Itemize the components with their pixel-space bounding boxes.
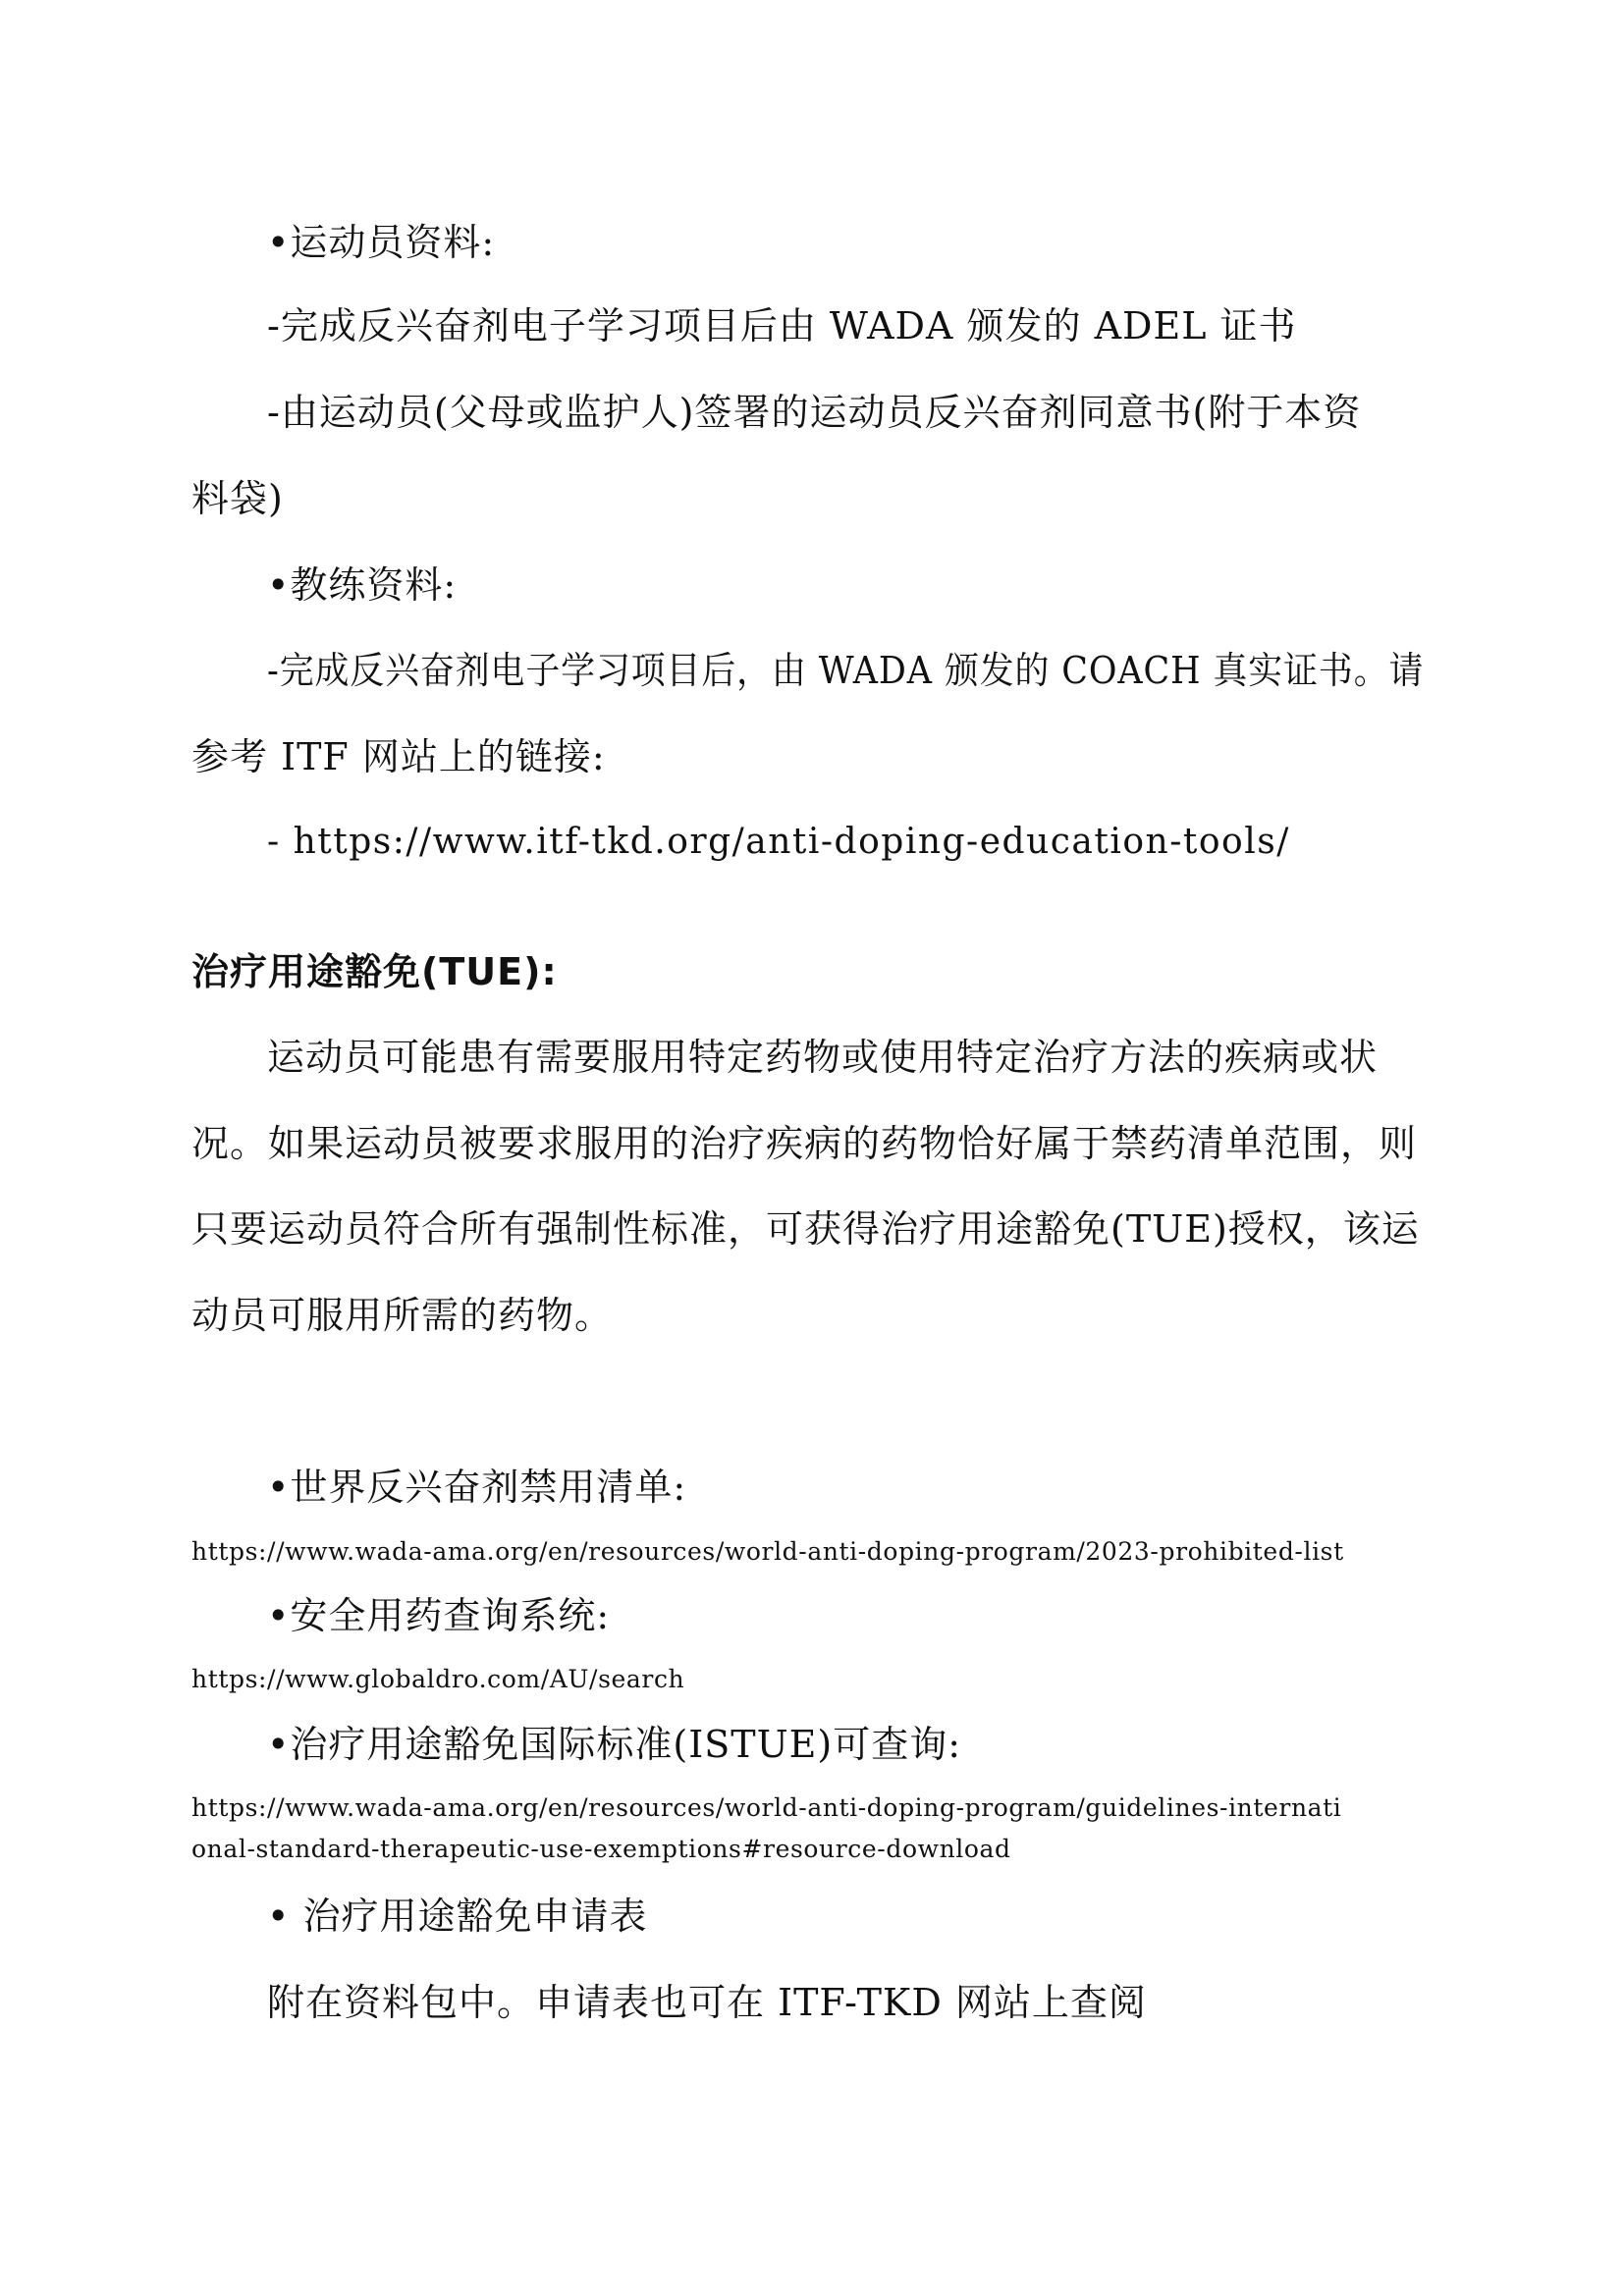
tue-form-title: • 治疗用途豁免申请表 — [267, 1895, 648, 1938]
athlete-item-consent-line1: -由运动员(父母或监护人)签署的运动员反兴奋剂同意书(附于本资 — [267, 391, 1362, 434]
global-dro-title: •安全用药查询系统: — [267, 1594, 611, 1637]
istue-title: •治疗用途豁免国际标准(ISTUE)可查询: — [267, 1723, 962, 1766]
prohibited-list-link[interactable]: https://www.wada-ama.org/en/resources/world-anti-doping-program/2023-prohibited-list — [191, 1537, 1344, 1566]
coach-item-line1: -完成反兴奋剂电子学习项目后，由 WADA 颁发的 COACH 真实证书。请 — [267, 649, 1425, 692]
athlete-item-consent-line2: 料袋) — [191, 477, 284, 520]
tue-paragraph-line3: 只要运动员符合所有强制性标准，可获得治疗用途豁免(TUE)授权，该运 — [191, 1207, 1420, 1251]
istue-link-line1[interactable]: https://www.wada-ama.org/en/resources/world-anti-doping-program/guidelines-internati — [191, 1793, 1342, 1822]
istue-link-line2[interactable]: onal-standard-therapeutic-use-exemptions#resource-download — [191, 1835, 1011, 1863]
global-dro-link[interactable]: https://www.globaldro.com/AU/search — [191, 1665, 685, 1693]
tue-heading: 治疗用途豁免(TUE): — [191, 950, 558, 993]
tue-paragraph-line1: 运动员可能患有需要服用特定药物或使用特定治疗方法的疾病或状 — [267, 1036, 1379, 1079]
tue-paragraph-line2: 况。如果运动员被要求服用的治疗疾病的药物恰好属于禁药清单范围，则 — [191, 1122, 1418, 1165]
itf-education-link[interactable]: - https://www.itf-tkd.org/anti-doping-education-tools/ — [267, 822, 1290, 862]
athlete-section-title: •运动员资料: — [267, 221, 496, 264]
coach-section-title: •教练资料: — [267, 563, 458, 607]
tue-paragraph-line4: 动员可服用所需的药物。 — [191, 1294, 614, 1337]
coach-item-line2: 参考 ITF 网站上的链接: — [191, 735, 606, 778]
athlete-item-adel: -完成反兴奋剂电子学习项目后由 WADA 颁发的 ADEL 证书 — [267, 304, 1297, 347]
prohibited-list-title: •世界反兴奋剂禁用清单: — [267, 1466, 687, 1509]
tue-form-note: 附在资料包中。申请表也可在 ITF-TKD 网站上查阅 — [267, 1981, 1147, 2024]
